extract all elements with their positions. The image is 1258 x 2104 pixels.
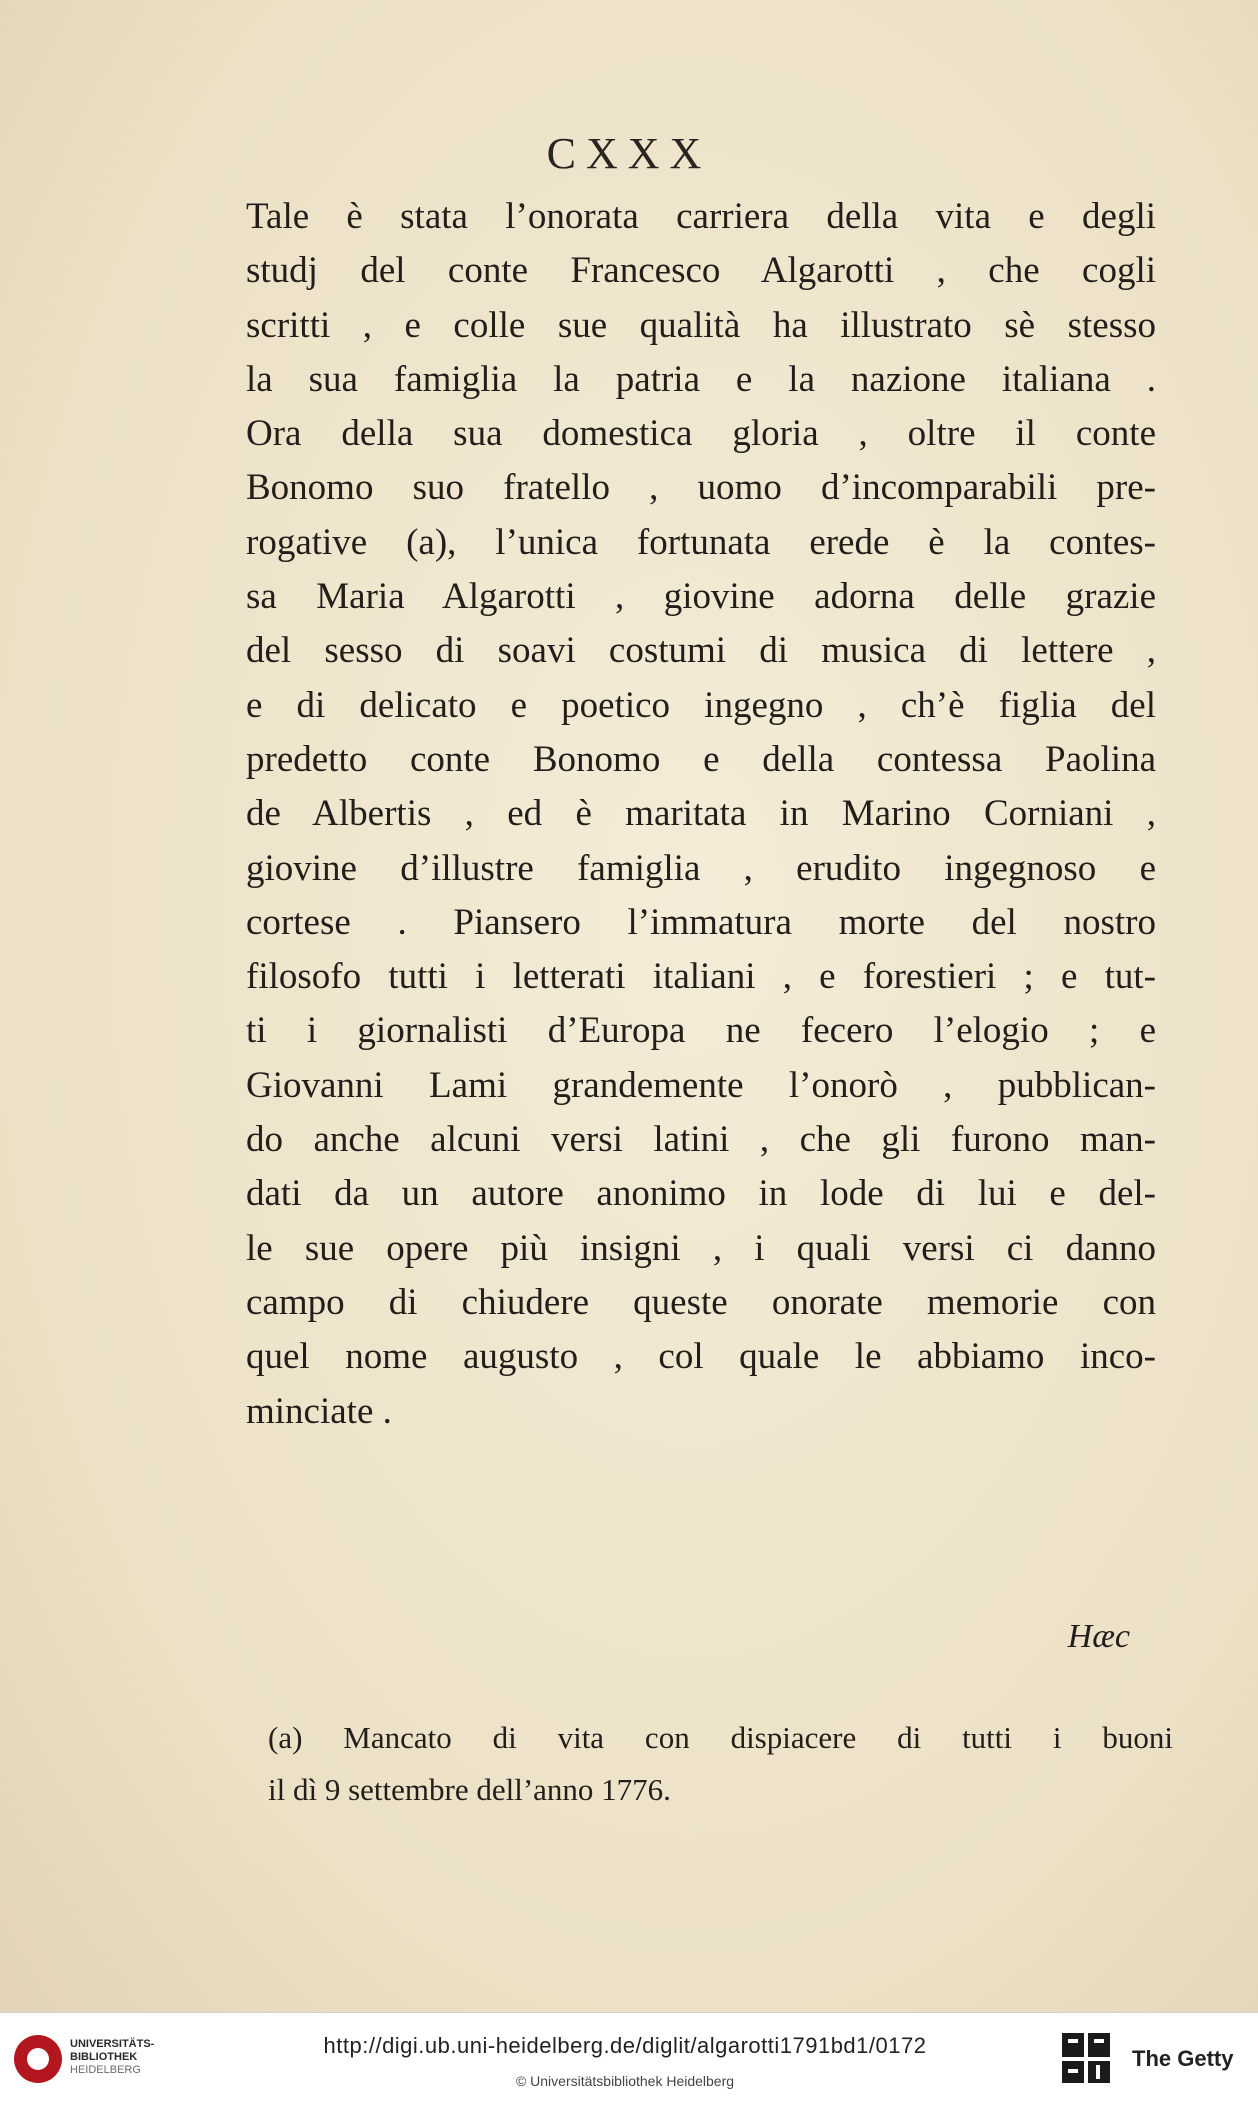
text-line: de Albertis , ed è maritata in Marino Corniani , [246,793,1156,835]
text-line: Giovanni Lami grandemente l’onorò , pubblican- [246,1064,1156,1106]
university-library-logo[interactable] [14,2035,164,2085]
library-seal-icon [14,2035,62,2083]
catchword: Hæc [1067,1618,1130,1655]
text-line: Ora della sua domestica gloria , oltre il conte [246,413,1156,455]
getty-label[interactable]: The Getty [1132,2046,1234,2071]
text-line: Bonomo suo fratello , uomo d’incomparabili pre- [246,467,1156,509]
text-line: minciate . [246,1390,392,1432]
text-line: cortese . Piansero l’immatura morte del nostro [246,901,1156,943]
text-line: la sua famiglia la patria e la nazione italiana . [246,358,1156,400]
text-line: do anche alcuni versi latini , che gli furono man- [246,1119,1156,1161]
text-line: sa Maria Algarotti , giovine adorna delle grazie [246,576,1156,618]
footnote-line: (a) Mancato di vita con dispiacere di tutti i buoni [268,1720,1173,1755]
text-line: le sue opere più insigni , i quali versi ci danno [246,1227,1156,1269]
text-line: dati da un autore anonimo in lode di lui e del- [246,1173,1156,1215]
text-line: del sesso di soavi costumi di musica di lettere , [246,630,1156,672]
text-line: giovine d’illustre famiglia , erudito ingegnoso e [246,847,1156,889]
text-line: ti i giornalisti d’Europa ne fecero l’elogio ; e [246,1010,1156,1052]
text-line: rogative (a), l’unica fortunata erede è la contes- [246,521,1156,563]
text-line: predetto conte Bonomo e della contessa Paolina [246,738,1156,780]
logo-line: BIBLIOTHEK [70,2051,138,2063]
footnote [268,1712,1173,1816]
page-number: CXXX [546,129,712,178]
text-line: filosofo tutti i letterati italiani , e forestieri ; e tut- [246,956,1156,998]
text-line: scritti , e colle sue qualità ha illustrato sè stesso [246,304,1156,346]
footer-bar [0,2012,1258,2104]
footnote-line: il dì 9 settembre dell’anno 1776. [268,1772,671,1807]
permalink-url[interactable]: http://digi.ub.uni-heidelberg.de/diglit/algarotti1791bd1/0172 [323,2033,927,2058]
logo-line: UNIVERSITÄTS- [70,2038,155,2050]
text-line: e di delicato e poetico ingegno , ch’è figlia del [246,684,1156,726]
body-text [246,190,1156,1439]
text-line: campo di chiudere queste onorate memorie con [246,1281,1156,1323]
text-line: Tale è stata l’onorata carriera della vita e degli [246,196,1156,237]
copyright-notice: © Universitätsbibliothek Heidelberg [515,2073,735,2089]
getty-logo-icon [1060,2031,1112,2085]
text-line: studj del conte Francesco Algarotti , che cogli [246,250,1156,292]
text-line: quel nome augusto , col quale le abbiamo inco- [246,1336,1156,1378]
logo-line: HEIDELBERG [70,2064,141,2076]
